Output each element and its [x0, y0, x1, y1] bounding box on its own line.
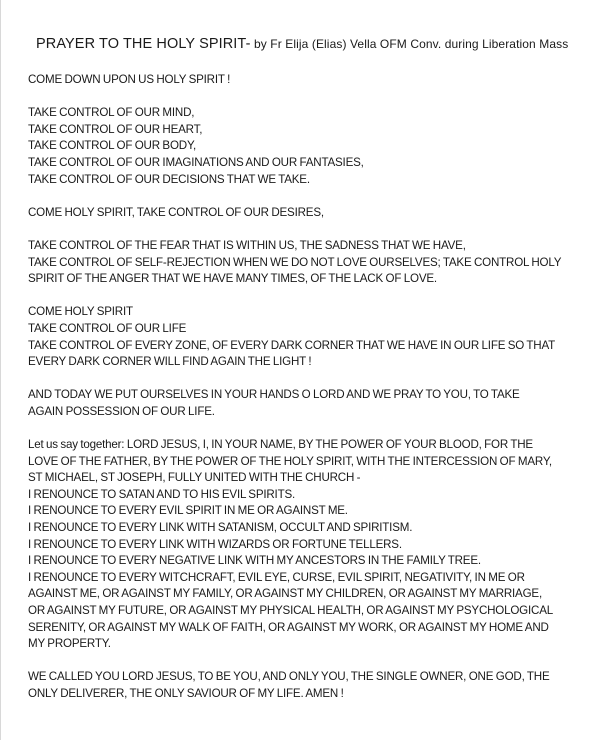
text-line: I RENOUNCE TO EVERY NEGATIVE LINK WITH MY ANCESTORS IN THE FAMILY TREE.	[28, 554, 481, 568]
text-line: TAKE CONTROL OF THE FEAR THAT IS WITHIN US, THE SADNESS THAT WE HAVE,	[28, 238, 466, 252]
text-line: OR AGAINST MY FUTURE, OR AGAINST MY PHYSICAL HEALTH, OR AGAINST MY PSYCHOLOGICAL	[28, 604, 553, 617]
text-line: WE CALLED YOU LORD JESUS, TO BE YOU, AND ONLY YOU, THE SINGLE OWNER, ONE GOD, THE	[28, 670, 550, 684]
text-line: SPIRIT OF THE ANGER THAT WE HAVE MANY TIMES, OF THE LACK OF LOVE.	[28, 272, 437, 286]
text-line: TAKE CONTROL OF SELF-REJECTION WHEN WE DO NOT LOVE OURSELVES; TAKE CONTROL HOLY	[28, 255, 562, 269]
text-line: TAKE CONTROL OF OUR BODY,	[28, 139, 197, 153]
text-line: AGAIN POSSESSION OF OUR LIFE.	[28, 404, 215, 418]
text-line: LOVE OF THE FATHER, BY THE POWER OF THE HOLY SPIRIT, WITH THE INTERCESSION OF MARY,	[28, 454, 552, 468]
page-title	[36, 36, 568, 52]
text-line: COME DOWN UPON US HOLY SPIRIT !	[28, 73, 231, 86]
text-line: I RENOUNCE TO EVERY EVIL SPIRIT IN ME OR AGAINST ME.	[28, 504, 348, 518]
text-line: Let us say together: LORD JESUS, I, IN YOUR NAME, BY THE POWER OF YOUR BLOOD, FOR THE	[28, 438, 533, 452]
text-line: AGAINST ME, OR AGAINST MY FAMILY, OR AGAINST MY CHILDREN, OR AGAINST MY MARRIAGE,	[28, 587, 542, 601]
text-line: I RENOUNCE TO SATAN AND TO HIS EVIL SPIRITS.	[28, 487, 296, 501]
text-line: TAKE CONTROL OF OUR DECISIONS THAT WE TAKE.	[28, 172, 310, 186]
text-line: SERENITY, OR AGAINST MY WALK OF FAITH, OR AGAINST MY WORK, OR AGAINST MY HOME AND	[28, 620, 549, 634]
text-line: MY PROPERTY.	[28, 637, 111, 651]
text-line: I RENOUNCE TO EVERY LINK WITH SATANISM, OCCULT AND SPIRITISM.	[28, 521, 413, 535]
paragraph	[28, 437, 603, 653]
text-line: TAKE CONTROL OF OUR IMAGINATIONS AND OUR FANTASIES,	[28, 155, 364, 169]
title-text: PRAYER TO THE HOLY SPIRIT-	[36, 36, 251, 52]
paragraph	[28, 72, 603, 89]
text-line: ST MICHAEL, ST JOSEPH, FULLY UNITED WITH THE CHURCH -	[28, 471, 361, 485]
text-line: COME HOLY SPIRIT, TAKE CONTROL OF OUR DESIRES,	[28, 205, 324, 219]
paragraph	[28, 238, 603, 288]
text-line: TAKE CONTROL OF EVERY ZONE, OF EVERY DARK CORNER THAT WE HAVE IN OUR LIFE SO THAT	[28, 338, 556, 352]
text-line: TAKE CONTROL OF OUR LIFE	[28, 321, 187, 335]
paragraph	[28, 304, 603, 370]
paragraph	[28, 669, 603, 702]
paragraph	[28, 205, 603, 222]
text-line: TAKE CONTROL OF OUR MIND,	[28, 106, 195, 120]
text-line: TAKE CONTROL OF OUR HEART,	[28, 122, 203, 136]
text-line: AND TODAY WE PUT OURSELVES IN YOUR HANDS O LORD AND WE PRAY TO YOU, TO TAKE	[28, 388, 520, 402]
text-line: ONLY DELIVERER, THE ONLY SAVIOUR OF MY LIFE. AMEN !	[28, 686, 344, 700]
paragraph	[28, 105, 603, 188]
title-attribution: by Fr Elija (Elias) Vella OFM Conv. during Liberation Mass	[250, 37, 569, 51]
text-line: EVERY DARK CORNER WILL FIND AGAIN THE LIGHT !	[28, 355, 312, 369]
text-line: COME HOLY SPIRIT	[28, 305, 133, 319]
text-line: I RENOUNCE TO EVERY WITCHCRAFT, EVIL EYE, CURSE, EVIL SPIRIT, NEGATIVITY, IN ME OR	[28, 570, 525, 584]
text-line: I RENOUNCE TO EVERY LINK WITH WIZARDS OR FORTUNE TELLERS.	[28, 537, 402, 551]
paragraph	[28, 387, 603, 420]
prayer-body	[28, 72, 603, 719]
